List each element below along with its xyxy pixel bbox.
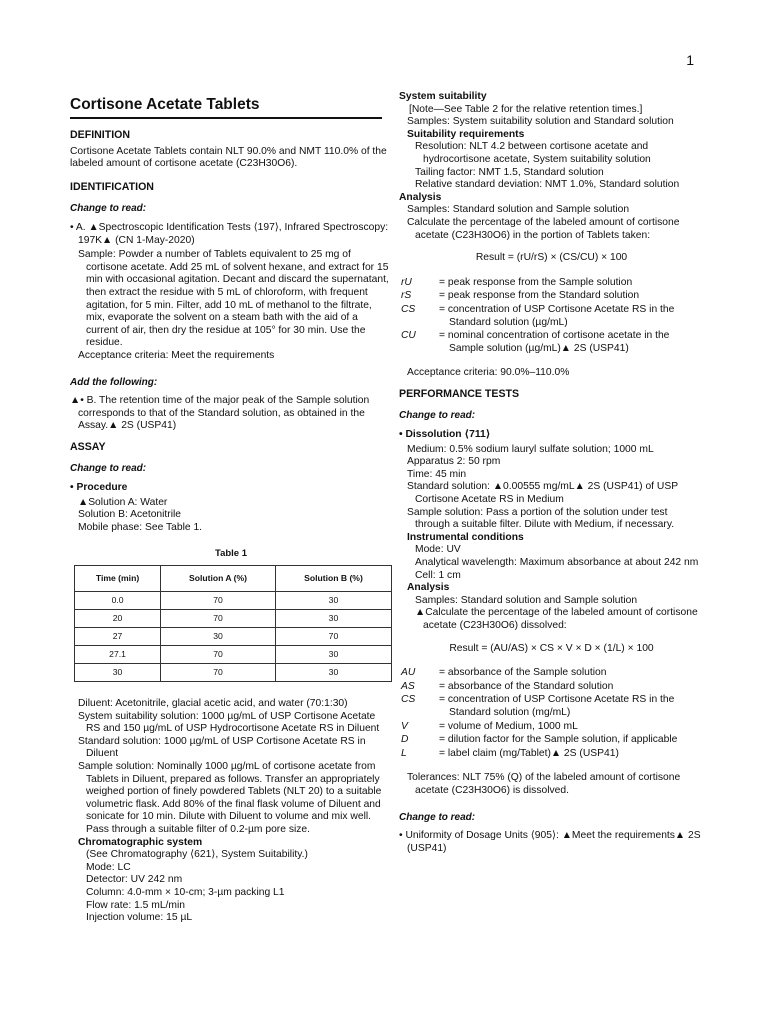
definition-text: = peak response from the Standard solution bbox=[439, 290, 640, 302]
table-cell: 30 bbox=[275, 592, 391, 610]
performance-change-label: Change to read: bbox=[399, 410, 476, 422]
suitability-samples: Samples: System suitability solution and Standard solution bbox=[407, 116, 674, 128]
left-column bbox=[70, 91, 392, 925]
definition-text: = dilution factor for the Sample solution, if applicable bbox=[439, 734, 678, 746]
gradient-table bbox=[74, 565, 392, 682]
table-row bbox=[75, 610, 392, 628]
definition-symbol: V bbox=[401, 720, 408, 732]
test-a-acceptance: Acceptance criteria: Meet the requirements bbox=[78, 349, 275, 361]
assay-change-label: Change to read: bbox=[70, 463, 147, 475]
tailing-factor: Tailing factor: NMT 1.5, Standard solution bbox=[415, 166, 604, 178]
table-row bbox=[75, 628, 392, 646]
diluent: Diluent: Acetonitrile, glacial acetic acid, and water (70:1:30) bbox=[78, 698, 348, 710]
table-cell: 30 bbox=[275, 646, 391, 664]
assay-definitions bbox=[399, 277, 704, 356]
definition-symbol: CS bbox=[401, 303, 416, 315]
table-header-cell: Solution A (%) bbox=[161, 566, 276, 592]
dissolution-apparatus: Apparatus 2: 50 rpm bbox=[407, 456, 501, 468]
definition-text: = peak response from the Sample solution bbox=[439, 276, 633, 288]
definition-row bbox=[399, 277, 704, 290]
chrom-mode: Mode: LC bbox=[86, 861, 131, 873]
test-a-title: • A. ▲Spectroscopic Identification Tests ⟨197⟩, Infrared Spectroscopy: 197K▲ (CN 1-May-2020) bbox=[70, 221, 389, 246]
procedure-heading: • Procedure bbox=[70, 482, 128, 494]
dissolution-heading: • Dissolution ⟨711⟩ bbox=[399, 429, 491, 441]
definition-row bbox=[399, 667, 704, 680]
dissolution-samples: Samples: Standard solution and Sample solution bbox=[415, 594, 638, 606]
definition-symbol: CS bbox=[401, 694, 416, 706]
definition-row bbox=[399, 734, 704, 747]
dissolution-sample-solution: Sample solution: Pass a portion of the solution under test through a suitable filter. Dilute with Medium, if necessary. bbox=[407, 506, 675, 531]
definition-symbol: CU bbox=[401, 330, 416, 342]
dissolution-time: Time: 45 min bbox=[407, 468, 467, 480]
sample-solution: Sample solution: Nominally 1000 µg/mL of cortisone acetate from Tablets in Diluent, prepared as follows. Transfer an appropriately weighed portion of finely powdered Tablets (NLT 20) to a suitable volumetric flask. Add 80% of the final flask volume of Diluent and sonicate for 10 min. Dilute with Diluent to volume and mix well. Pass through a suitable filter of 0.2-µm pore size. bbox=[78, 761, 382, 835]
definition-text: = absorbance of the Standard solution bbox=[439, 680, 614, 692]
chromatographic-system-heading: Chromatographic system bbox=[78, 836, 203, 848]
chrom-detector: Detector: UV 242 nm bbox=[86, 874, 183, 886]
definition-text: = volume of Medium, 1000 mL bbox=[439, 720, 578, 732]
definition-symbol: AU bbox=[401, 667, 416, 679]
definition-symbol: rU bbox=[401, 276, 412, 288]
table-row bbox=[75, 646, 392, 664]
analytical-wavelength: Analytical wavelength: Maximum absorbance at about 242 nm bbox=[415, 557, 699, 568]
definition-text: = absorbance of the Sample solution bbox=[439, 667, 607, 679]
dissolution-standard-solution: Standard solution: ▲0.00555 mg/mL▲ 2S (USP41) of USP Cortisone Acetate RS in Medium bbox=[407, 481, 678, 506]
chrom-injection-volume: Injection volume: 15 µL bbox=[86, 912, 193, 924]
solution-b: Solution B: Acetonitrile bbox=[78, 509, 182, 521]
table-cell: 70 bbox=[161, 646, 276, 664]
table-cell: 30 bbox=[75, 664, 161, 682]
table-header-row bbox=[75, 566, 392, 592]
chrom-flow-rate: Flow rate: 1.5 mL/min bbox=[86, 899, 185, 911]
table-cell: 70 bbox=[161, 592, 276, 610]
mobile-phase: Mobile phase: See Table 1. bbox=[78, 521, 203, 533]
table-cell: 0.0 bbox=[75, 592, 161, 610]
definition-row bbox=[399, 694, 704, 719]
definition-text: Cortisone Acetate Tablets contain NLT 90.0% and NMT 110.0% of the labeled amount of cortisone acetate (C23H30O6). bbox=[70, 145, 387, 170]
uniformity-of-dosage-units: • Uniformity of Dosage Units ⟨905⟩: ▲Meet the requirements▲ 2S (USP41) bbox=[399, 830, 701, 854]
dissolution-calc: ▲Calculate the percentage of the labeled amount of cortisone acetate (C23H30O6) dissolved: bbox=[415, 607, 698, 631]
definition-row bbox=[399, 721, 704, 734]
assay-acceptance: Acceptance criteria: 90.0%–110.0% bbox=[407, 367, 570, 379]
dissolution-equation: Result = (AU/AS) × CS × V × D × (1/L) × 100 bbox=[449, 642, 654, 654]
definition-row bbox=[399, 304, 704, 329]
instrumental-conditions-heading: Instrumental conditions bbox=[407, 531, 524, 543]
definition-text: = concentration of USP Cortisone Acetate RS in the Standard solution (µg/mL) bbox=[439, 303, 675, 328]
dissolution-definitions bbox=[399, 667, 704, 760]
definition-symbol: rS bbox=[401, 290, 412, 302]
system-suitability-note: [Note—See Table 2 for the relative retention times.] bbox=[409, 103, 643, 115]
cell: Cell: 1 cm bbox=[415, 569, 461, 581]
table-row bbox=[75, 592, 392, 610]
table-header-cell: Time (min) bbox=[75, 566, 161, 592]
table-cell: 70 bbox=[161, 610, 276, 628]
definition-symbol: AS bbox=[401, 680, 415, 692]
definition-symbol: D bbox=[401, 734, 409, 746]
table-cell: 30 bbox=[161, 628, 276, 646]
change-to-read-label: Change to read: bbox=[70, 203, 147, 215]
performance-heading: PERFORMANCE TESTS bbox=[399, 387, 520, 400]
analysis-calc: Calculate the percentage of the labeled amount of cortisone acetate (C23H30O6) in the portion of Tablets taken: bbox=[407, 216, 680, 241]
standard-solution: Standard solution: 1000 µg/mL of USP Cortisone Acetate RS in Diluent bbox=[78, 735, 366, 760]
relative-standard-deviation: Relative standard deviation: NMT 1.0%, Standard solution bbox=[415, 179, 680, 191]
identification-heading: IDENTIFICATION bbox=[70, 180, 154, 193]
definition-row bbox=[399, 330, 704, 355]
right-column bbox=[399, 91, 704, 857]
table-row bbox=[75, 664, 392, 682]
table-cell: 27.1 bbox=[75, 646, 161, 664]
dissolution-medium: Medium: 0.5% sodium lauryl sulfate solution; 1000 mL bbox=[407, 443, 654, 455]
table-cell: 27 bbox=[75, 628, 161, 646]
definition-text: = nominal concentration of cortisone acetate in the Sample solution (µg/mL)▲ 2S (USP41) bbox=[439, 330, 670, 354]
monograph-title: Cortisone Acetate Tablets bbox=[70, 95, 382, 119]
assay-heading: ASSAY bbox=[70, 440, 106, 453]
instrumental-mode: Mode: UV bbox=[415, 544, 461, 556]
definition-text: = label claim (mg/Tablet)▲ 2S (USP41) bbox=[439, 747, 619, 759]
chrom-column: Column: 4.0-mm × 10-cm; 3-µm packing L1 bbox=[86, 886, 285, 898]
table-cell: 30 bbox=[275, 664, 391, 682]
page-number: 1 bbox=[686, 52, 694, 68]
definition-symbol: L bbox=[401, 747, 407, 759]
definition-row bbox=[399, 681, 704, 694]
suitability-requirements-heading: Suitability requirements bbox=[407, 128, 525, 140]
table-cell: 30 bbox=[275, 610, 391, 628]
tolerances: Tolerances: NLT 75% (Q) of the labeled amount of cortisone acetate (C23H30O6) is dissolved. bbox=[407, 772, 681, 796]
assay-equation: Result = (rU/rS) × (CS/CU) × 100 bbox=[475, 252, 628, 264]
table-header-cell: Solution B (%) bbox=[275, 566, 391, 592]
table-cell: 70 bbox=[161, 664, 276, 682]
table-cell: 70 bbox=[275, 628, 391, 646]
table-cell: 20 bbox=[75, 610, 161, 628]
system-suitability-solution: System suitability solution: 1000 µg/mL of USP Cortisone Acetate RS and 150 µg/mL of USP Hydrocortisone Acetate RS in Diluent bbox=[78, 710, 380, 735]
add-following-label: Add the following: bbox=[70, 376, 158, 388]
test-a-sample: Sample: Powder a number of Tablets equivalent to 25 mg of cortisone acetate. Add 25 mL of solvent hexane, and extract for 15 min with occasional agitation. Decant and discard the supernatant, then extract the residue with 5 mL of chloroform, with frequent agitation, for 5 min. Filter, add 10 mL of methanol to the filtrate, mix, evaporate the solvent on a steam bath with the aid of a current of air, then dry the residue at 105° for 30 min. Use the residue. bbox=[78, 249, 389, 349]
test-b-text: ▲• B. The retention time of the major peak of the Sample solution corresponds to that of the Standard solution, as obtained in the Assay.▲ 2S (USP41) bbox=[70, 395, 370, 432]
dissolution-analysis-heading: Analysis bbox=[407, 582, 450, 594]
chromatography-note: (See Chromatography ⟨621⟩, System Suitability.) bbox=[86, 849, 308, 861]
definition-heading: DEFINITION bbox=[70, 129, 131, 141]
definition-row bbox=[399, 748, 704, 761]
solution-a: ▲Solution A: Water bbox=[78, 496, 168, 508]
definition-text: = concentration of USP Cortisone Acetate RS in the Standard solution (mg/mL) bbox=[439, 694, 675, 718]
analysis-heading: Analysis bbox=[399, 191, 442, 203]
resolution: Resolution: NLT 4.2 between cortisone acetate and hydrocortisone acetate, System suitability solution bbox=[415, 141, 651, 165]
uniformity-change-label: Change to read: bbox=[399, 811, 476, 823]
definition-row bbox=[399, 290, 704, 303]
analysis-samples: Samples: Standard solution and Sample solution bbox=[407, 204, 630, 216]
system-suitability-heading: System suitability bbox=[399, 91, 487, 102]
table-1-title: Table 1 bbox=[214, 548, 248, 560]
